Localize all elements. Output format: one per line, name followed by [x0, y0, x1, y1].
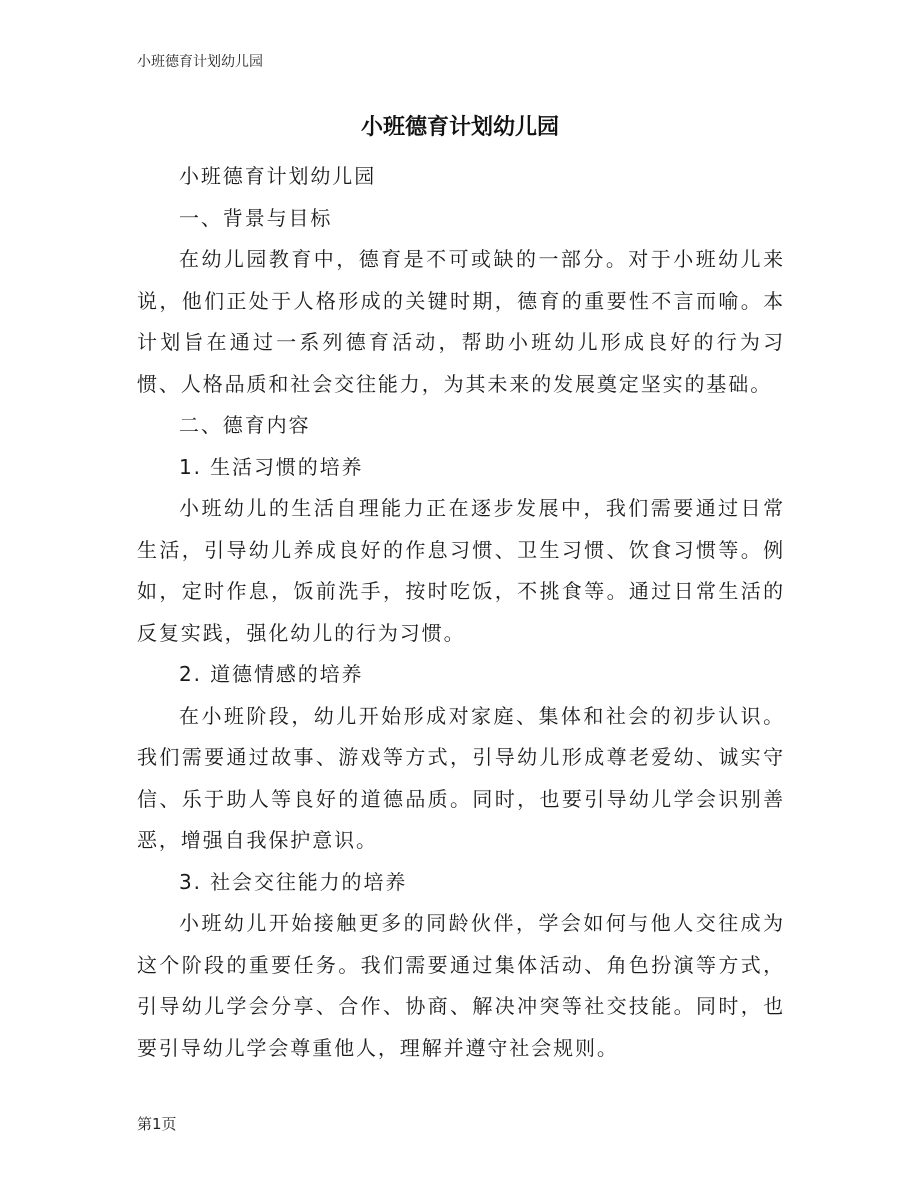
- page-number: 第1页: [137, 1115, 177, 1133]
- subheading-living-habits: 1. 生活习惯的培养: [179, 454, 364, 479]
- document-body: [137, 156, 785, 1069]
- subheading-moral-emotion: 2. 道德情感的培养: [179, 662, 364, 686]
- running-header: 小班德育计划幼儿园: [137, 54, 263, 70]
- paragraph-moral-emotion: 在小班阶段，幼儿开始形成对家庭、集体和社会的初步认识。我们需要通过故事、游戏等方式，引导幼儿形成尊老爱幼、诚实守信、乐于助人等良好的道德品质。同时，也要引导幼儿学会识别善恶，增强自我保护意识。: [137, 703, 785, 852]
- paragraph-social-skills: 小班幼儿开始接触更多的同龄伙伴，学会如何与他人交往成为这个阶段的重要任务。我们需要通过集体活动、角色扮演等方式，引导幼儿学会分享、合作、协商、解决冲突等社交技能。同时，也要引导幼儿学会尊重他人，理解并遵守社会规则。: [137, 911, 785, 1060]
- section-heading-content: 二、德育内容: [179, 413, 311, 437]
- paragraph-background: 在幼儿园教育中，德育是不可或缺的一部分。对于小班幼儿来说，他们正处于人格形成的关键时期，德育的重要性不言而喻。本计划旨在通过一系列德育活动，帮助小班幼儿形成良好的行为习惯、人格品质和社会交往能力，为其未来的发展奠定坚实的基础。: [137, 247, 785, 396]
- subheading-social-skills: 3. 社会交往能力的培养: [179, 869, 408, 894]
- section-heading-background: 一、背景与目标: [179, 205, 333, 230]
- paragraph-subtitle: 小班德育计划幼儿园: [179, 164, 377, 188]
- paragraph-living-habits: 小班幼儿的生活自理能力正在逐步发展中，我们需要通过日常生活，引导幼儿养成良好的作息习惯、卫生习惯、饮食习惯等。例如，定时作息，饭前洗手，按时吃饭，不挑食等。通过日常生活的反复实践，强化幼儿的行为习惯。: [137, 496, 785, 645]
- document-title: 小班德育计划幼儿园: [360, 115, 559, 140]
